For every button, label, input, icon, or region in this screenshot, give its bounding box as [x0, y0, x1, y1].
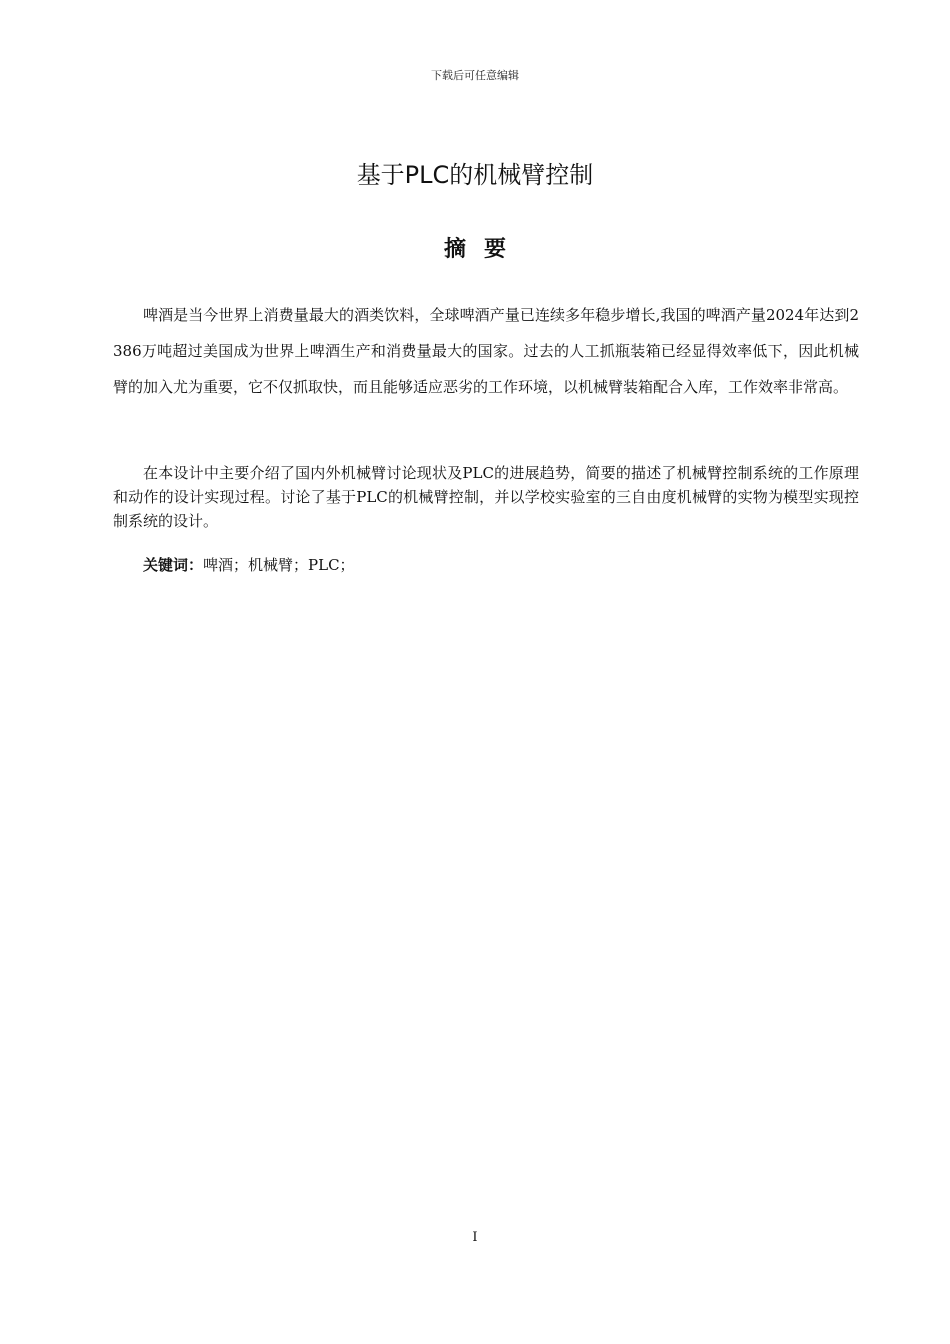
document-title: 基于PLC的机械臂控制	[356, 161, 594, 189]
abstract-paragraph-2: 在本设计中主要介绍了国内外机械臂讨论现状及PLC的进展趋势，简要的描述了机械臂控制系统的工作原理和动作的设计实现过程。讨论了基于PLC的机械臂控制，并以学校实验室的三自由度机械臂的实物为模型实现控制系统的设计。	[113, 464, 859, 530]
keywords-line	[113, 553, 859, 577]
header-note: 下载后可任意编辑	[431, 69, 519, 82]
abstract-heading: 摘要	[443, 236, 524, 262]
keywords-label: 关键词：	[143, 556, 204, 574]
page-number: I	[472, 1230, 478, 1245]
keywords-value: 啤酒；机械臂；PLC；	[203, 556, 355, 574]
abstract-paragraph-1: 啤酒是当今世界上消费量最大的酒类饮料，全球啤酒产量已连续多年稳步增长,我国的啤酒产量2024年达到2386万吨超过美国成为世界上啤酒生产和消费量最大的国家。过去的人工抓瓶装箱已经显得效率低下，因此机械臂的加入尤为重要，它不仅抓取快，而且能够适应恶劣的工作环境，以机械臂装箱配合入库，工作效率非常高。	[113, 306, 859, 396]
